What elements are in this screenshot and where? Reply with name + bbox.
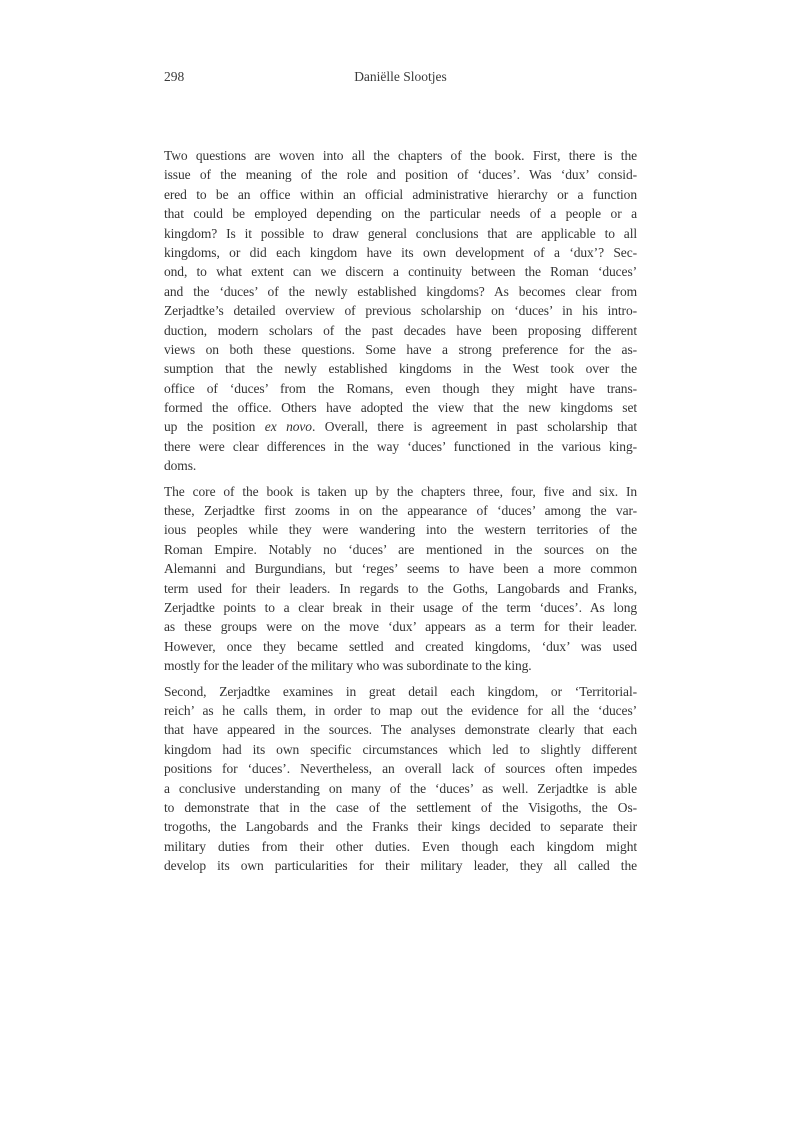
text-line: formed the office. Others have adopted the view that the new kingdoms set [164, 400, 637, 416]
text-line: Zerjadtke points to a clear break in their usage of the term ‘duces’. As long [164, 599, 637, 615]
text-line: as these groups were on the move ‘dux’ appears as a term for their leader. [164, 619, 637, 635]
text-line: term used for their leaders. In regards to the Goths, Langobards and Franks, [164, 580, 637, 596]
text-line: issue of the meaning of the role and position of ‘duces’. Was ‘dux’ consid- [164, 167, 637, 183]
text-line: The core of the book is taken up by the chapters three, four, five and six. In [164, 483, 637, 499]
text-line: reich’ as he calls them, in order to map out the evidence for all the ‘duces’ [164, 702, 637, 718]
text-line: doms. [164, 458, 197, 474]
paragraph [164, 146, 637, 476]
running-title: Daniëlle Slootjes [354, 69, 447, 84]
text-line: duction, modern scholars of the past decades have been proposing different [164, 322, 637, 338]
text-line: ond, to what extent can we discern a continuity between the Roman ‘duces’ [164, 264, 637, 280]
text-line: Roman Empire. Notably no ‘duces’ are mentioned in the sources on the [164, 541, 637, 557]
text-line: ious peoples while they were wandering into the western territories of the [164, 522, 637, 538]
text-line: sumption that the newly established kingdoms in the West took over the [164, 361, 637, 377]
text-line: these, Zerjadtke first zooms in on the appearance of ‘duces’ among the var- [164, 503, 637, 519]
text-line: mostly for the leader of the military who was subordinate to the king. [164, 658, 532, 674]
text-line: ered to be an office within an official administrative hierarchy or a function [164, 186, 637, 202]
text-line: military duties from their other duties. Even though each kingdom might [164, 838, 637, 854]
text-line: kingdoms, or did each kingdom have its own development of a ‘dux’? Sec- [164, 244, 637, 260]
paragraph [164, 682, 637, 876]
text-column [164, 68, 637, 881]
running-header [164, 68, 637, 86]
text-line: kingdom? Is it possible to draw general conclusions that are applicable to all [164, 225, 637, 241]
page-number: 298 [164, 69, 185, 84]
text-line: views on both these questions. Some have a strong preference for the as- [164, 341, 637, 357]
paragraph [164, 482, 637, 676]
text-line: Alemanni and Burgundians, but ‘reges’ seems to have been a more common [164, 561, 637, 577]
text-line: kingdom had its own specific circumstances which led to slightly different [164, 741, 637, 757]
text-line: Second, Zerjadtke examines in great detail each kingdom, or ‘Territorial- [164, 683, 637, 699]
text-line: that could be employed depending on the particular needs of a people or a [164, 206, 637, 222]
text-line: However, once they became settled and created kingdoms, ‘dux’ was used [164, 638, 637, 654]
text-line: there were clear differences in the way ‘duces’ functioned in the various king- [164, 438, 637, 454]
text-line: and the ‘duces’ of the newly established kingdoms? As becomes clear from [164, 283, 637, 299]
text-line: Zerjadtke’s detailed overview of previous scholarship on ‘duces’ in his intro- [164, 303, 637, 319]
text-line: up the position ex novo. Overall, there is agreement in past scholarship that [164, 419, 637, 435]
text-line: trogoths, the Langobards and the Franks their kings decided to separate their [164, 819, 637, 835]
text-line: Two questions are woven into all the chapters of the book. First, there is the [164, 148, 637, 163]
text-line: a conclusive understanding on many of the ‘duces’ as well. Zerjadtke is able [164, 780, 637, 796]
text-line: positions for ‘duces’. Nevertheless, an overall lack of sources often impedes [164, 761, 637, 777]
page-body [164, 146, 637, 875]
text-line: develop its own particularities for their military leader, they all called the [164, 858, 637, 874]
text-line: office of ‘duces’ from the Romans, even though they might have trans- [164, 380, 637, 396]
text-line: to demonstrate that in the case of the settlement of the Visigoths, the Os- [164, 799, 637, 815]
text-line: that have appeared in the sources. The analyses demonstrate clearly that each [164, 722, 637, 738]
